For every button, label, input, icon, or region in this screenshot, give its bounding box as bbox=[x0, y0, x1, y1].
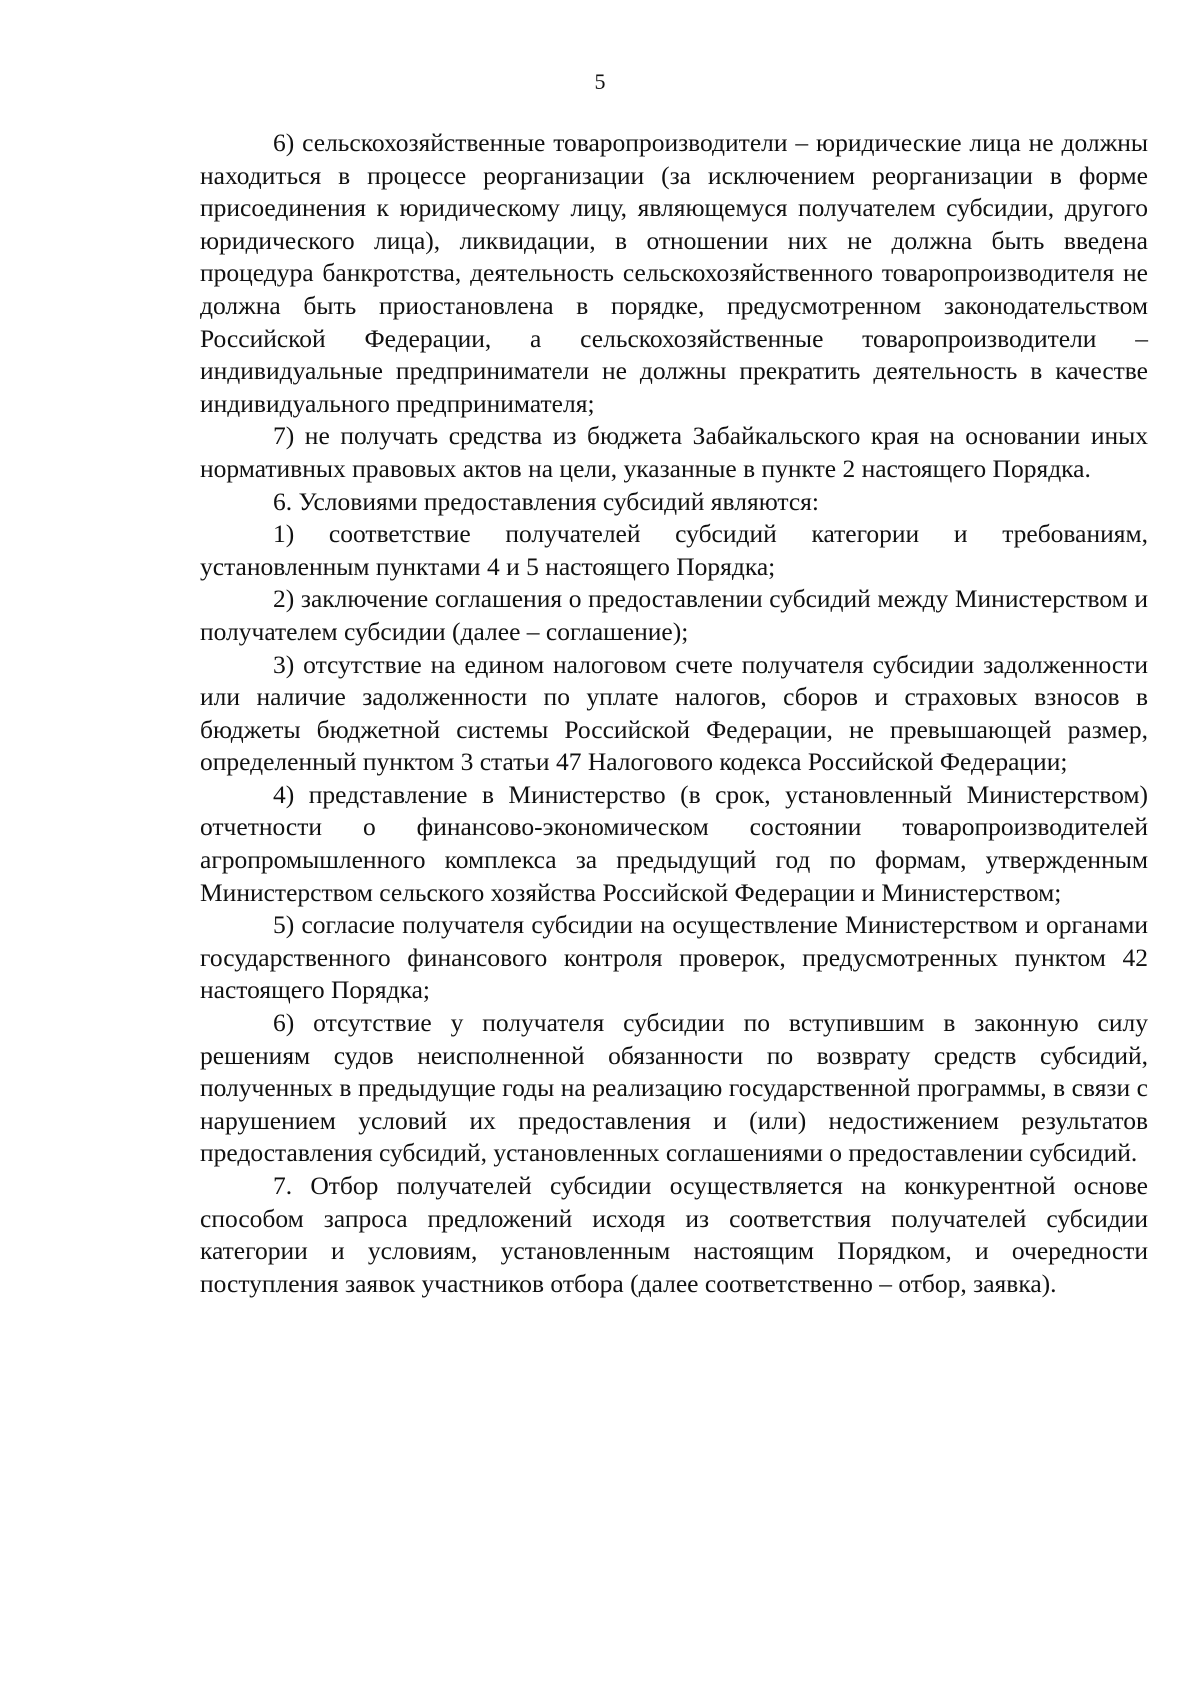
paragraph-subitem-6-requirements: 6) сельскохозяйственные товаропроизводители – юридические лица не должны находиться в процессе реорганизации (за исключением реорганизации в форме присоединения к юридическому лицу, являющемуся получателем субсидии, другого юридического лица), ликвидации, в отношении них не должна быть введена процедура банкротства, деятельность сельскохозяйственного товаропроизводителя не должна быть приостановлена в порядке, предусмотренном законодательством Российской Федерации, а сельскохозяйственные товаропроизводители – индивидуальные предприниматели не должны прекратить деятельность в качестве индивидуального предпринимателя; bbox=[200, 128, 1148, 418]
paragraph-subitem-7-requirements: 7) не получать средства из бюджета Забайкальского края на основании иных нормативных правовых актов на цели, указанные в пункте 2 настоящего Порядка. bbox=[200, 421, 1148, 483]
paragraph-condition-4: 4) представление в Министерство (в срок, установленный Министерством) отчетности о финансово-экономическом состоянии товаропроизводителей агропромышленного комплекса за предыдущий год по формам, утвержденным Министерством сельского хозяйства Российской Федерации и Министерством; bbox=[200, 779, 1148, 907]
paragraph-condition-3: 3) отсутствие на едином налоговом счете получателя субсидии задолженности или наличие задолженности по уплате налогов, сборов и страховых взносов в бюджеты бюджетной системы Российской Федерации, не превышающей размер, определенный пунктом 3 статьи 47 Налогового кодекса Российской Федерации; bbox=[200, 649, 1148, 777]
paragraph-condition-1: 1) соответствие получателей субсидий категории и требованиям, установленным пунктами 4 и 5 настоящего Порядка; bbox=[200, 519, 1148, 581]
paragraph-condition-6: 6) отсутствие у получателя субсидии по вступившим в законную силу решениям судов неисполненной обязанности по возврату средств субсидий, полученных в предыдущие годы на реализацию государственной программы, в связи с нарушением условий их предоставления и (или) недостижением результатов предоставления субсидий, установленных соглашениями о предоставлении субсидий. bbox=[200, 1008, 1148, 1168]
paragraph-item-6-conditions: 6. Условиями предоставления субсидий являются: bbox=[273, 486, 819, 516]
paragraph-condition-5: 5) согласие получателя субсидии на осуществление Министерством и органами государственного финансового контроля проверок, предусмотренных пунктом 42 настоящего Порядка; bbox=[200, 910, 1148, 1005]
document-body bbox=[200, 127, 1148, 1300]
page-number: 5 bbox=[594, 69, 606, 94]
paragraph-condition-2: 2) заключение соглашения о предоставлении субсидий между Министерством и получателем субсидии (далее – соглашение); bbox=[200, 584, 1148, 646]
paragraph-item-7-selection: 7. Отбор получателей субсидии осуществляется на конкурентной основе способом запроса предложений исходя из соответствия получателей субсидии категории и условиям, установленным настоящим Порядком, и очередности поступления заявок участников отбора (далее соответственно – отбор, заявка). bbox=[200, 1171, 1148, 1298]
